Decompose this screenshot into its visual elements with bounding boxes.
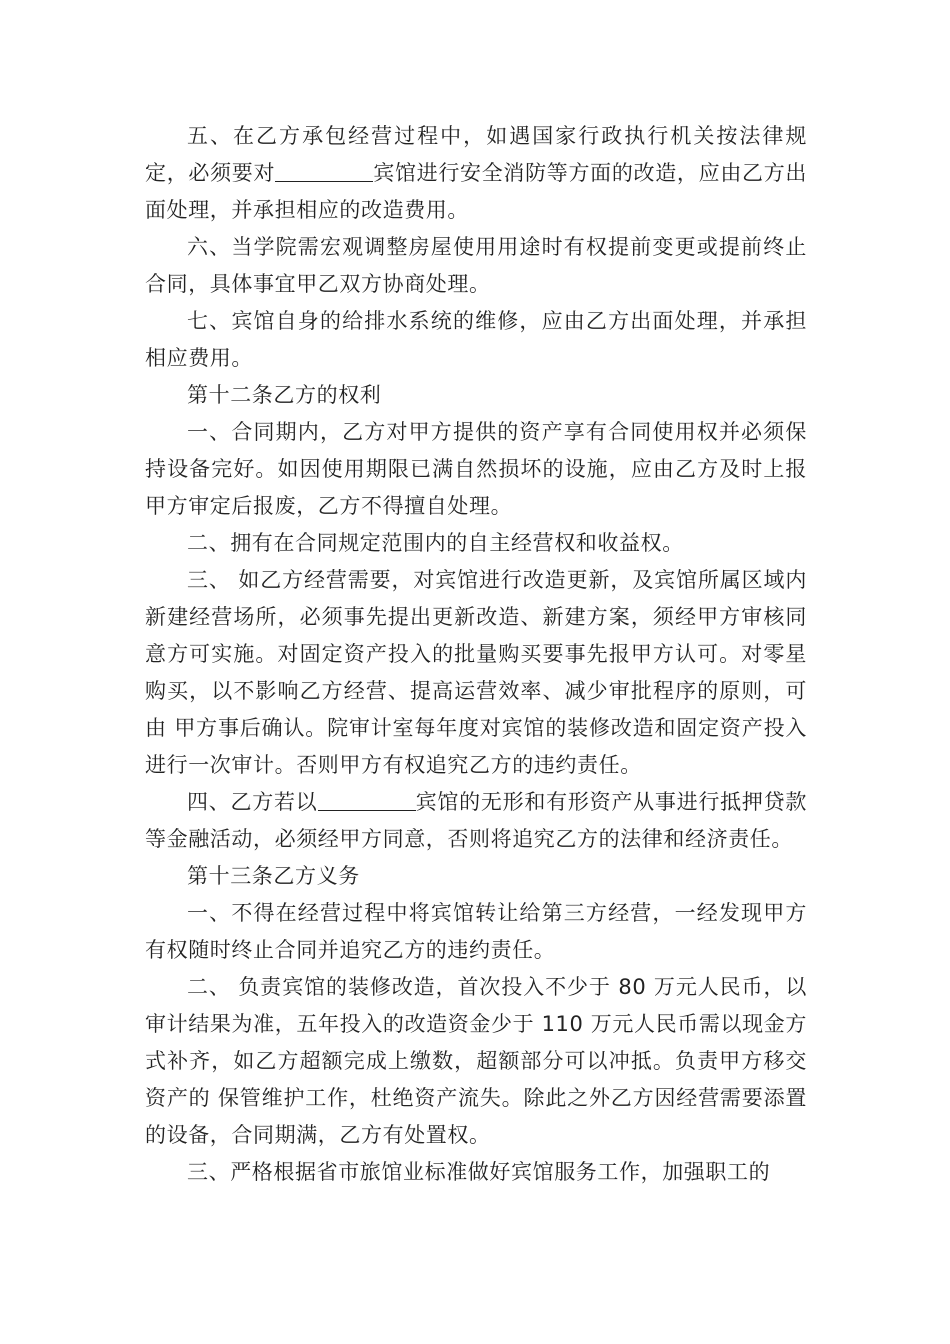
article-12-clause-4 [145, 784, 807, 858]
fill-in-blank[interactable] [275, 159, 373, 182]
clause-7-paragraph: 七、宾馆自身的给排水系统的维修，应由乙方出面处理，并承担相应费用。 [145, 309, 807, 370]
clause-6-paragraph: 六、当学院需宏观调整房屋使用用途时有权提前变更或提前终止合同，具体事宜甲乙双方协商处理。 [145, 235, 807, 296]
clause-5-text-before: 五、在乙方承包经营过程中，如遇国家行政执行机关按法律规定，必须要对 [145, 124, 807, 185]
clause-4-text-before: 四、乙方若以 [187, 790, 318, 814]
article-12-clause-1: 一、合同期内，乙方对甲方提供的资产享有合同使用权并必须保持设备完好。如因使用期限已满自然损坏的设施，应由乙方及时上报甲方审定后报废，乙方不得擅自处理。 [145, 420, 807, 518]
clause-5-paragraph [145, 118, 807, 229]
article-13-clause-2: 二、 负责宾馆的装修改造，首次投入不少于 80 万元人民币，以审计结果为准，五年投入的改造资金少于 110 万元人民币需以现金方式补齐，如乙方超额完成上缴数，超额部分可以冲抵。负责甲方移交资产的 保管维护工作，杜绝资产流失。除此之外乙方因经营需要添置的设备，合同期满，乙方有处置权。 [145, 975, 807, 1147]
article-12-heading: 第十二条乙方的权利 [187, 383, 382, 407]
article-13-clause-3: 三、严格根据省市旅馆业标准做好宾馆服务工作，加强职工的 [187, 1160, 771, 1184]
fill-in-blank[interactable] [318, 788, 416, 811]
clause-5-text-after: 宾馆进行安全消防等方面的改造，应由乙方出面处理，并承担相应的改造费用。 [145, 161, 807, 222]
clause-4-text-after: 宾馆的无形和有形资产从事进行抵押贷款 等金融活动，必须经甲方同意，否则将追究乙方的法律和经济责任。 [145, 790, 807, 851]
article-13-heading: 第十三条乙方义务 [187, 864, 360, 888]
document-body [145, 118, 807, 1191]
article-12-clause-2: 二、拥有在合同规定范围内的自主经营权和收益权。 [187, 531, 684, 555]
article-13-clause-1: 一、不得在经营过程中将宾馆转让给第三方经营，一经发现甲方有权随时终止合同并追究乙方的违约责任。 [145, 901, 807, 962]
article-12-clause-3: 三、 如乙方经营需要，对宾馆进行改造更新，及宾馆所属区域内新建经营场所，必须事先提出更新改造、新建方案，须经甲方审核同意方可实施。对固定资产投入的批量购买要事先报甲方认可。对零星购买，以不影响乙方经营、提高运营效率、减少审批程序的原则，可由 甲方事后确认。院审计室每年度对宾馆的装修改造和固定资产投入进行一次审计。否则甲方有权追究乙方的违约责任。 [145, 568, 807, 777]
